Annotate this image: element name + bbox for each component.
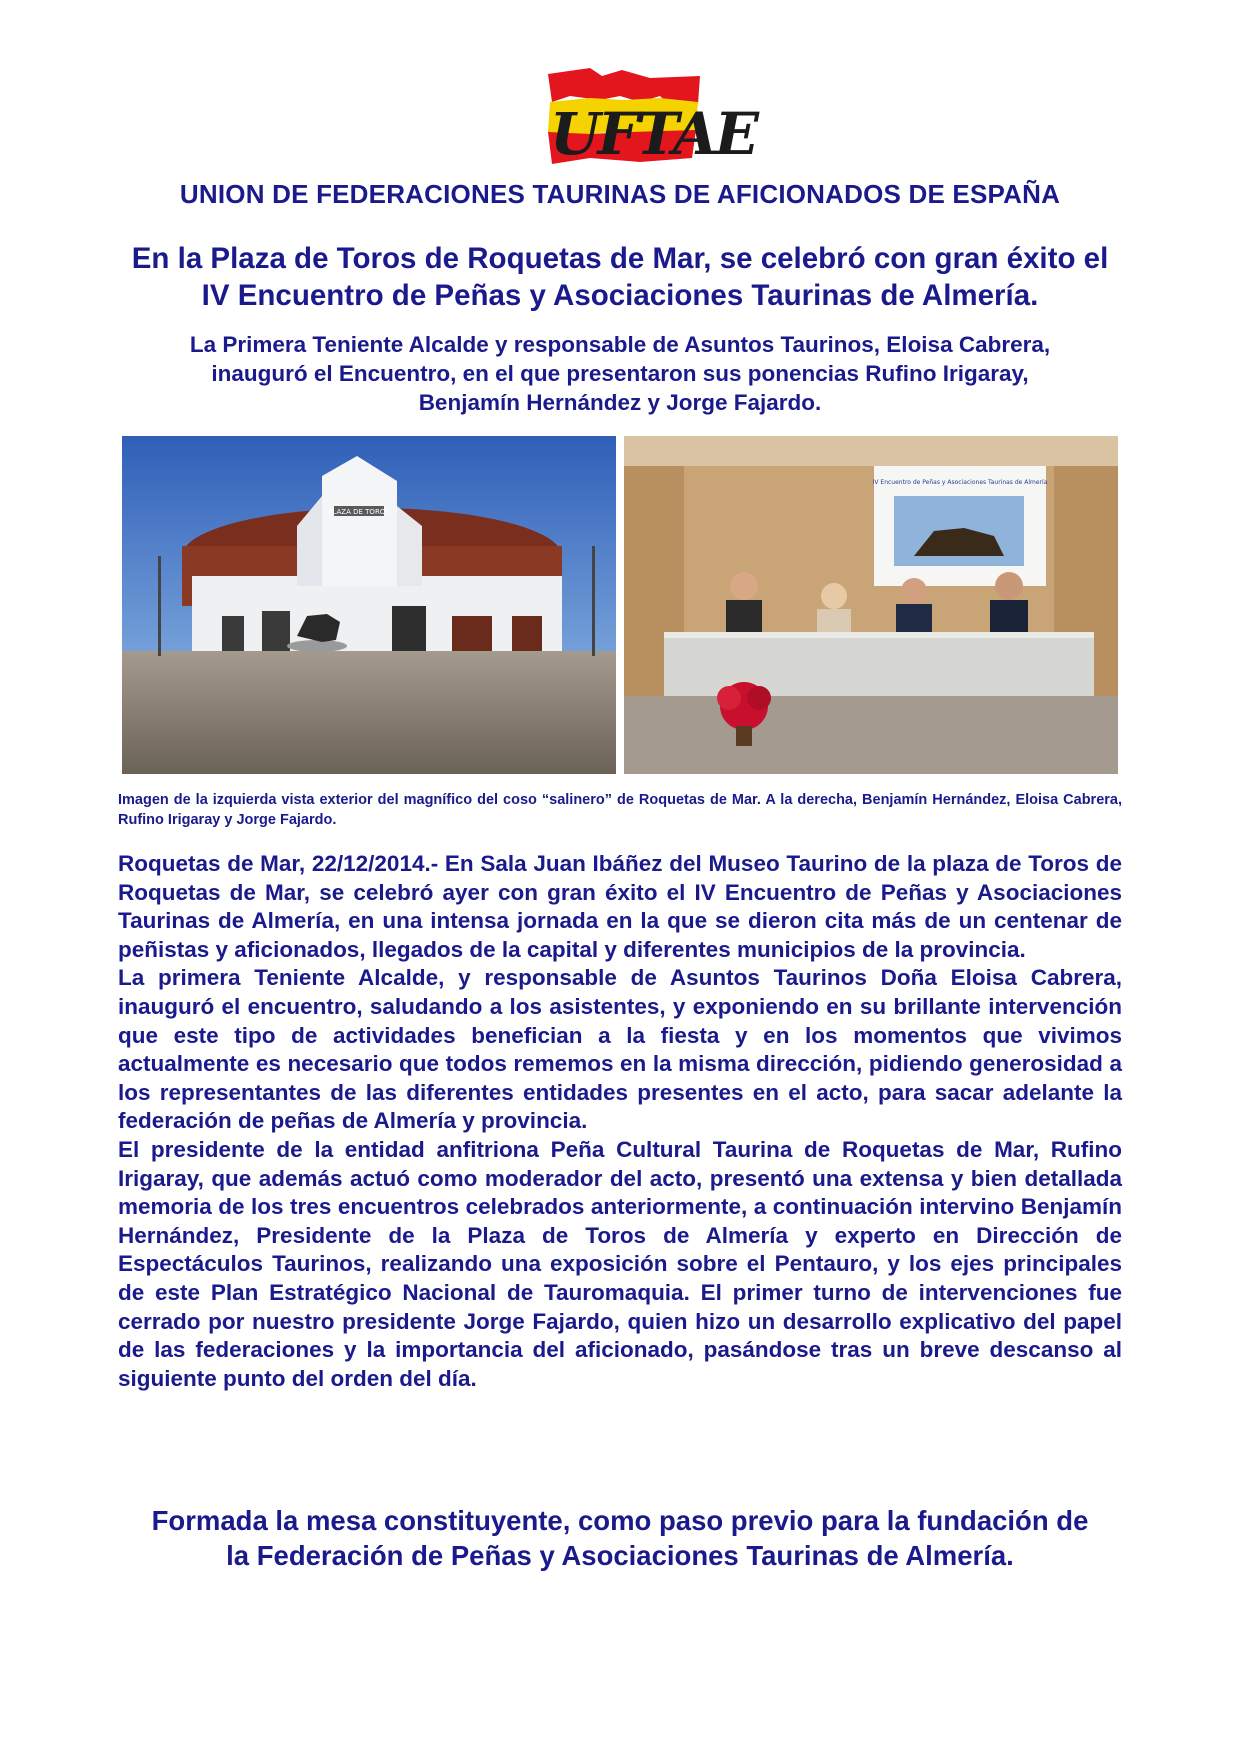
- plaza-de-toros-sign: PLAZA DE TOROS: [328, 508, 390, 516]
- subheadline-line-1: La Primera Teniente Alcalde y responsable de Asuntos Taurinos, Eloisa Cabrera,: [189, 332, 1051, 357]
- uftae-logo-graphic: [530, 66, 756, 171]
- photo-bullring-exterior: [122, 436, 616, 774]
- article-body: [118, 850, 1122, 1393]
- headline-line-1: En la Plaza de Toros de Roquetas de Mar, se celebró con gran éxito el: [131, 242, 1109, 275]
- closing-line-2: la Federación de Peñas y Asociaciones Taurinas de Almería.: [226, 1540, 1014, 1571]
- article-paragraph-3: El presidente de la entidad anfitriona Peña Cultural Taurina de Roquetas de Mar, Rufino Irigaray, que además actuó como moderador del acto, presentó una extensa y bien detallada memoria de los tres encuentros celebrados anteriormente, a continuación intervino Benjamín Hernández, Presidente de la Plaza de Toros de Almería y experto en Dirección de Espectáculos Taurinos, realizando una exposición sobre el Pentauro, y los ejes principales de este Plan Estratégico Nacional de Tauromaquia. El primer turno de intervenciones fue cerrado por nuestro presidente Jorge Fajardo, quien hizo un desarrollo explicativo del papel de las federaciones y la importancia del aficionado, pasándose tras un breve descanso al siguiente punto del orden del día.: [118, 1136, 1122, 1391]
- panel-illustration: [624, 436, 1118, 774]
- logo-wordmark: UFTAE: [550, 100, 756, 168]
- photo-panel-discussion: [624, 436, 1118, 774]
- subheadline: [100, 330, 1140, 417]
- subheadline-line-2: inauguró el Encuentro, en el que presentaron sus ponencias Rufino Irigaray,: [211, 361, 1029, 386]
- headline-line-2: IV Encuentro de Peñas y Asociaciones Taurinas de Almería.: [201, 279, 1039, 312]
- closing-headline: [80, 1503, 1160, 1573]
- bullring-illustration: [122, 436, 616, 774]
- uftae-logo: [530, 66, 756, 171]
- slide-title: IV Encuentro de Peñas y Asociaciones Taurinas de Almería: [872, 479, 1048, 486]
- organization-title: UNION DE FEDERACIONES TAURINAS DE AFICIONADOS DE ESPAÑA: [179, 179, 1061, 209]
- closing-line-1: Formada la mesa constituyente, como paso previo para la fundación de: [151, 1505, 1089, 1536]
- subheadline-line-3: Benjamín Hernández y Jorge Fajardo.: [418, 390, 822, 415]
- photo-caption: Imagen de la izquierda vista exterior del magnífico del coso “salinero” de Roquetas de Mar. A la derecha, Benjamín Hernández, Eloisa Cabrera, Rufino Irigaray y Jorge Fajardo.: [118, 792, 1122, 828]
- article-paragraph-1: Roquetas de Mar, 22/12/2014.- En Sala Juan Ibáñez del Museo Taurino de la plaza de Toros de Roquetas de Mar, se celebró ayer con gran éxito el IV Encuentro de Peñas y Asociaciones Taurinas de Almería, en una intensa jornada en la que se dieron cita más de un centenar de peñistas y aficionados, llegados de la capital y diferentes municipios de la provincia.: [118, 851, 1122, 962]
- article-paragraph-2: La primera Teniente Alcalde, y responsable de Asuntos Taurinos Doña Eloisa Cabrera, inauguró el encuentro, saludando a los asistentes, y exponiendo en su brillante intervención que este tipo de actividades benefician a la fiesta y en los momentos que vivimos actualmente es necesario que todos rememos en la misma dirección, pidiendo generosidad a los representantes de las diferentes entidades presentes en el acto, para sacar adelante la federación de peñas de Almería y provincia.: [118, 965, 1122, 1134]
- headline: [90, 240, 1150, 314]
